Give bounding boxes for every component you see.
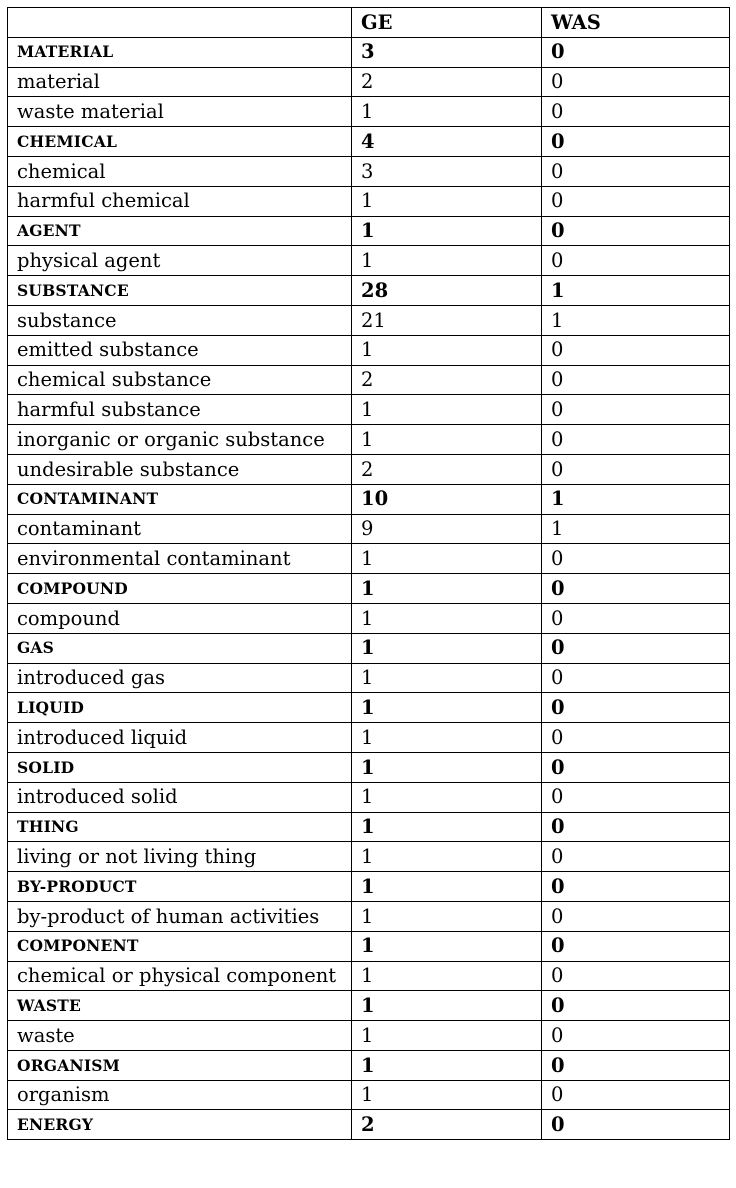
- table-row: [8, 603, 730, 633]
- category-row: [8, 216, 730, 246]
- was-count-cell: 1: [542, 305, 730, 335]
- was-count-cell: 0: [542, 991, 730, 1021]
- term-frequency-table: [7, 7, 730, 1140]
- table-row: [8, 425, 730, 455]
- ge-count-cell: 2: [352, 454, 542, 484]
- ge-count-cell: 1: [352, 782, 542, 812]
- header-row: [8, 8, 730, 38]
- category-row: [8, 276, 730, 306]
- was-count-cell: 0: [542, 454, 730, 484]
- was-count-cell: 0: [542, 127, 730, 157]
- ge-count-cell: 1: [352, 931, 542, 961]
- ge-count-cell: 2: [352, 365, 542, 395]
- term-cell: CONTAMINANT: [8, 484, 352, 514]
- ge-count-cell: 4: [352, 127, 542, 157]
- header-was: WAS: [542, 8, 730, 38]
- term-cell: undesirable substance: [8, 454, 352, 484]
- table-row: [8, 723, 730, 753]
- ge-count-cell: 1: [352, 961, 542, 991]
- was-count-cell: 0: [542, 842, 730, 872]
- term-cell: GAS: [8, 633, 352, 663]
- ge-count-cell: 28: [352, 276, 542, 306]
- was-count-cell: 0: [542, 216, 730, 246]
- ge-count-cell: 1: [352, 752, 542, 782]
- was-count-cell: 1: [542, 276, 730, 306]
- header-ge: GE: [352, 8, 542, 38]
- ge-count-cell: 1: [352, 1050, 542, 1080]
- was-count-cell: 0: [542, 723, 730, 753]
- table-row: [8, 782, 730, 812]
- was-count-cell: 0: [542, 365, 730, 395]
- category-row: [8, 574, 730, 604]
- ge-count-cell: 1: [352, 425, 542, 455]
- term-cell: SOLID: [8, 752, 352, 782]
- ge-count-cell: 3: [352, 37, 542, 67]
- table-row: [8, 67, 730, 97]
- term-cell: substance: [8, 305, 352, 335]
- ge-count-cell: 21: [352, 305, 542, 335]
- ge-count-cell: 1: [352, 663, 542, 693]
- term-cell: waste: [8, 1021, 352, 1051]
- ge-count-cell: 1: [352, 723, 542, 753]
- was-count-cell: 0: [542, 901, 730, 931]
- was-count-cell: 0: [542, 1050, 730, 1080]
- was-count-cell: 0: [542, 1110, 730, 1140]
- was-count-cell: 0: [542, 425, 730, 455]
- ge-count-cell: 1: [352, 812, 542, 842]
- term-cell: by-product of human activities: [8, 901, 352, 931]
- was-count-cell: 0: [542, 97, 730, 127]
- was-count-cell: 0: [542, 37, 730, 67]
- category-row: [8, 1110, 730, 1140]
- was-count-cell: 0: [542, 752, 730, 782]
- ge-count-cell: 2: [352, 1110, 542, 1140]
- term-cell: emitted substance: [8, 335, 352, 365]
- ge-count-cell: 1: [352, 186, 542, 216]
- table-row: [8, 246, 730, 276]
- ge-count-cell: 1: [352, 1080, 542, 1110]
- was-count-cell: 0: [542, 872, 730, 902]
- term-cell: harmful substance: [8, 395, 352, 425]
- was-count-cell: 0: [542, 156, 730, 186]
- term-cell: material: [8, 67, 352, 97]
- term-cell: ORGANISM: [8, 1050, 352, 1080]
- table-row: [8, 97, 730, 127]
- term-cell: BY-PRODUCT: [8, 872, 352, 902]
- ge-count-cell: 1: [352, 246, 542, 276]
- category-row: [8, 37, 730, 67]
- table-row: [8, 365, 730, 395]
- category-row: [8, 484, 730, 514]
- term-cell: introduced liquid: [8, 723, 352, 753]
- term-cell: LIQUID: [8, 693, 352, 723]
- table-row: [8, 1021, 730, 1051]
- ge-count-cell: 1: [352, 693, 542, 723]
- header-term: [8, 8, 352, 38]
- was-count-cell: 0: [542, 961, 730, 991]
- term-cell: CHEMICAL: [8, 127, 352, 157]
- ge-count-cell: 10: [352, 484, 542, 514]
- table-row: [8, 544, 730, 574]
- category-row: [8, 693, 730, 723]
- table-row: [8, 961, 730, 991]
- was-count-cell: 0: [542, 335, 730, 365]
- category-row: [8, 931, 730, 961]
- category-row: [8, 872, 730, 902]
- ge-count-cell: 1: [352, 842, 542, 872]
- term-frequency-table-container: [7, 7, 730, 1140]
- term-cell: chemical or physical component: [8, 961, 352, 991]
- table-row: [8, 663, 730, 693]
- was-count-cell: 0: [542, 186, 730, 216]
- was-count-cell: 0: [542, 663, 730, 693]
- term-cell: AGENT: [8, 216, 352, 246]
- table-body: [8, 37, 730, 1139]
- ge-count-cell: 1: [352, 574, 542, 604]
- table-row: [8, 901, 730, 931]
- category-row: [8, 991, 730, 1021]
- was-count-cell: 0: [542, 812, 730, 842]
- term-cell: chemical: [8, 156, 352, 186]
- ge-count-cell: 9: [352, 514, 542, 544]
- term-cell: COMPONENT: [8, 931, 352, 961]
- category-row: [8, 127, 730, 157]
- was-count-cell: 0: [542, 693, 730, 723]
- term-cell: organism: [8, 1080, 352, 1110]
- term-cell: ENERGY: [8, 1110, 352, 1140]
- category-row: [8, 1050, 730, 1080]
- was-count-cell: 0: [542, 782, 730, 812]
- was-count-cell: 0: [542, 1021, 730, 1051]
- term-cell: WASTE: [8, 991, 352, 1021]
- table-row: [8, 335, 730, 365]
- term-cell: chemical substance: [8, 365, 352, 395]
- ge-count-cell: 3: [352, 156, 542, 186]
- category-row: [8, 812, 730, 842]
- term-cell: physical agent: [8, 246, 352, 276]
- ge-count-cell: 1: [352, 1021, 542, 1051]
- was-count-cell: 1: [542, 484, 730, 514]
- was-count-cell: 0: [542, 1080, 730, 1110]
- table-row: [8, 305, 730, 335]
- term-cell: waste material: [8, 97, 352, 127]
- ge-count-cell: 1: [352, 901, 542, 931]
- table-row: [8, 1080, 730, 1110]
- term-cell: THING: [8, 812, 352, 842]
- was-count-cell: 0: [542, 574, 730, 604]
- term-cell: harmful chemical: [8, 186, 352, 216]
- term-cell: environmental contaminant: [8, 544, 352, 574]
- category-row: [8, 752, 730, 782]
- term-cell: COMPOUND: [8, 574, 352, 604]
- was-count-cell: 0: [542, 931, 730, 961]
- was-count-cell: 0: [542, 246, 730, 276]
- term-cell: SUBSTANCE: [8, 276, 352, 306]
- term-cell: inorganic or organic substance: [8, 425, 352, 455]
- ge-count-cell: 1: [352, 216, 542, 246]
- term-cell: MATERIAL: [8, 37, 352, 67]
- ge-count-cell: 1: [352, 335, 542, 365]
- category-row: [8, 633, 730, 663]
- table-row: [8, 514, 730, 544]
- was-count-cell: 0: [542, 67, 730, 97]
- term-cell: living or not living thing: [8, 842, 352, 872]
- table-row: [8, 842, 730, 872]
- ge-count-cell: 1: [352, 97, 542, 127]
- ge-count-cell: 1: [352, 544, 542, 574]
- ge-count-cell: 1: [352, 991, 542, 1021]
- was-count-cell: 0: [542, 633, 730, 663]
- term-cell: compound: [8, 603, 352, 633]
- ge-count-cell: 2: [352, 67, 542, 97]
- ge-count-cell: 1: [352, 633, 542, 663]
- ge-count-cell: 1: [352, 872, 542, 902]
- table-row: [8, 395, 730, 425]
- ge-count-cell: 1: [352, 603, 542, 633]
- was-count-cell: 0: [542, 544, 730, 574]
- table-row: [8, 156, 730, 186]
- term-cell: introduced solid: [8, 782, 352, 812]
- was-count-cell: 0: [542, 395, 730, 425]
- was-count-cell: 1: [542, 514, 730, 544]
- term-cell: introduced gas: [8, 663, 352, 693]
- ge-count-cell: 1: [352, 395, 542, 425]
- table-row: [8, 186, 730, 216]
- term-cell: contaminant: [8, 514, 352, 544]
- was-count-cell: 0: [542, 603, 730, 633]
- table-row: [8, 454, 730, 484]
